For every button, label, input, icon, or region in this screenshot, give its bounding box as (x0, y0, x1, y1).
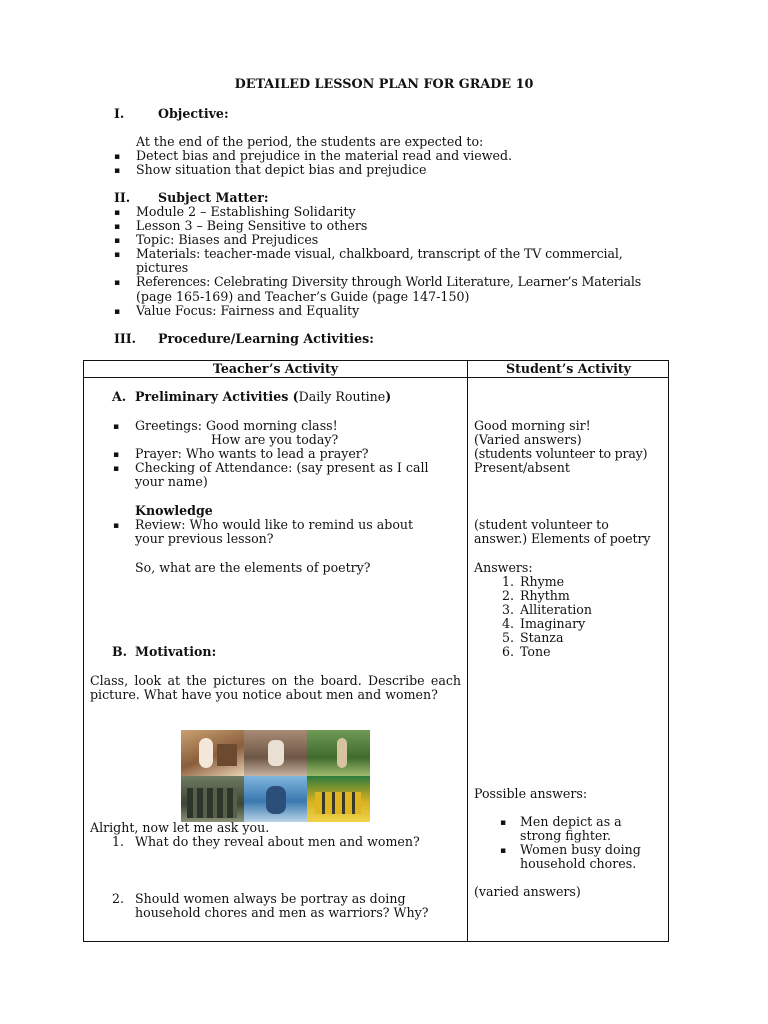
question-1-number: 1. (112, 834, 125, 849)
bullet: ▪ (114, 166, 121, 176)
bullet: ▪ (113, 450, 120, 460)
prelim-letter: A. (112, 389, 127, 404)
subject-item: Module 2 – Establishing Solidarity (136, 204, 356, 219)
possible-answer-women: Women busy doing (520, 842, 641, 857)
picture-man-working (244, 776, 307, 822)
motivation-pictures (181, 730, 370, 822)
question-2-number: 2. (112, 891, 125, 906)
answer-number: 5. (502, 630, 515, 645)
subject-item: Topic: Biases and Prejudices (136, 232, 319, 247)
answer-item: Stanza (520, 630, 564, 645)
answer-item: Imaginary (520, 616, 586, 631)
objective-item: Show situation that depict bias and prejudice (136, 162, 427, 177)
answer-item: Tone (520, 644, 551, 659)
student-volunteer-cont: answer.) Elements of poetry (474, 531, 651, 546)
section-numeral-objective: I. (114, 106, 125, 121)
review-line: Review: Who would like to remind us about (135, 517, 414, 532)
subject-item-cont: pictures (136, 260, 189, 275)
student-varied-answers-2: (varied answers) (474, 884, 581, 899)
header-divider (84, 377, 668, 378)
attendance-line: Checking of Attendance: (say present as I call (135, 460, 429, 475)
header-student: Student’s Activity (506, 361, 631, 376)
answer-number: 4. (502, 616, 515, 631)
question-2: Should women always be portray as doing (135, 891, 406, 906)
question-1: What do they reveal about men and women? (135, 834, 420, 849)
bullet: ▪ (114, 307, 121, 317)
picture-woman-cleaning (244, 730, 307, 776)
motivation-heading: Motivation: (135, 644, 217, 659)
student-answers-label: Answers: (474, 560, 533, 575)
student-possible-answers: Possible answers: (474, 786, 588, 801)
possible-answer-men: Men depict as a (520, 814, 622, 829)
activities-table (83, 360, 669, 942)
bullet: ▪ (500, 818, 507, 828)
bullet: ▪ (114, 222, 121, 232)
elements-question: So, what are the elements of poetry? (135, 560, 371, 575)
bullet: ▪ (113, 521, 120, 531)
greetings-line-2: How are you today? (211, 432, 339, 447)
prelim-heading-bold: Preliminary Activities ( (135, 389, 299, 404)
subject-item: Lesson 3 – Being Sensitive to others (136, 218, 368, 233)
student-good-morning: Good morning sir! (474, 418, 591, 433)
section-numeral-procedure: III. (114, 331, 137, 346)
student-varied-answers: (Varied answers) (474, 432, 582, 447)
bullet: ▪ (113, 422, 120, 432)
subject-item: Value Focus: Fairness and Equality (136, 303, 360, 318)
answer-number: 3. (502, 602, 515, 617)
answer-number: 2. (502, 588, 515, 603)
student-present: Present/absent (474, 460, 570, 475)
bullet: ▪ (500, 846, 507, 856)
possible-answer-women-cont: household chores. (520, 856, 637, 871)
bullet: ▪ (114, 278, 121, 288)
section-heading-procedure: Procedure/Learning Activities: (158, 331, 374, 346)
student-volunteer-pray: (students volunteer to pray) (474, 446, 648, 461)
answer-item: Rhyme (520, 574, 565, 589)
picture-workers-yellow (307, 776, 370, 822)
bullet: ▪ (114, 250, 121, 260)
greetings-line: Greetings: Good morning class! (135, 418, 338, 433)
attendance-line-2: your name) (135, 474, 208, 489)
objective-item: Detect bias and prejudice in the material read and viewed. (136, 148, 513, 163)
bullet: ▪ (114, 152, 121, 162)
prelim-heading-close: ) (385, 389, 392, 404)
prayer-line: Prayer: Who wants to lead a prayer? (135, 446, 369, 461)
possible-answer-men-cont: strong fighter. (520, 828, 612, 843)
picture-woman-outdoors (307, 730, 370, 776)
bullet: ▪ (113, 464, 120, 474)
answer-number: 1. (502, 574, 515, 589)
picture-soldiers (181, 776, 244, 822)
picture-woman-cooking (181, 730, 244, 776)
question-2-cont: household chores and men as warriors? Why? (135, 905, 429, 920)
motivation-text: Class, look at the pictures on the board. Describe each picture. What have you notice about men and women? (90, 673, 461, 702)
knowledge-heading: Knowledge (135, 503, 213, 518)
column-divider (467, 361, 468, 941)
objective-intro: At the end of the period, the students are expected to: (136, 134, 484, 149)
subject-item: References: Celebrating Diversity through World Literature, Learner’s Materials (136, 274, 642, 289)
answer-number: 6. (502, 644, 515, 659)
answer-item: Alliteration (520, 602, 593, 617)
answer-item: Rhythm (520, 588, 570, 603)
section-heading-objective: Objective: (158, 106, 229, 121)
section-heading-subject: Subject Matter: (158, 190, 269, 205)
alright-line: Alright, now let me ask you. (90, 820, 270, 835)
document-title: DETAILED LESSON PLAN FOR GRADE 10 (234, 77, 534, 92)
section-numeral-subject: II. (114, 190, 131, 205)
bullet: ▪ (114, 208, 121, 218)
review-line-2: your previous lesson? (135, 531, 274, 546)
motivation-letter: B. (112, 644, 128, 659)
student-volunteer: (student volunteer to (474, 517, 609, 532)
header-teacher: Teacher’s Activity (212, 361, 339, 376)
prelim-heading-paren: Daily Routine (298, 389, 386, 404)
subject-item-cont: (page 165-169) and Teacher’s Guide (page 147-150) (136, 289, 470, 304)
prelim-heading (135, 390, 391, 404)
subject-item: Materials: teacher-made visual, chalkboard, transcript of the TV commercial, (136, 246, 623, 261)
bullet: ▪ (114, 236, 121, 246)
